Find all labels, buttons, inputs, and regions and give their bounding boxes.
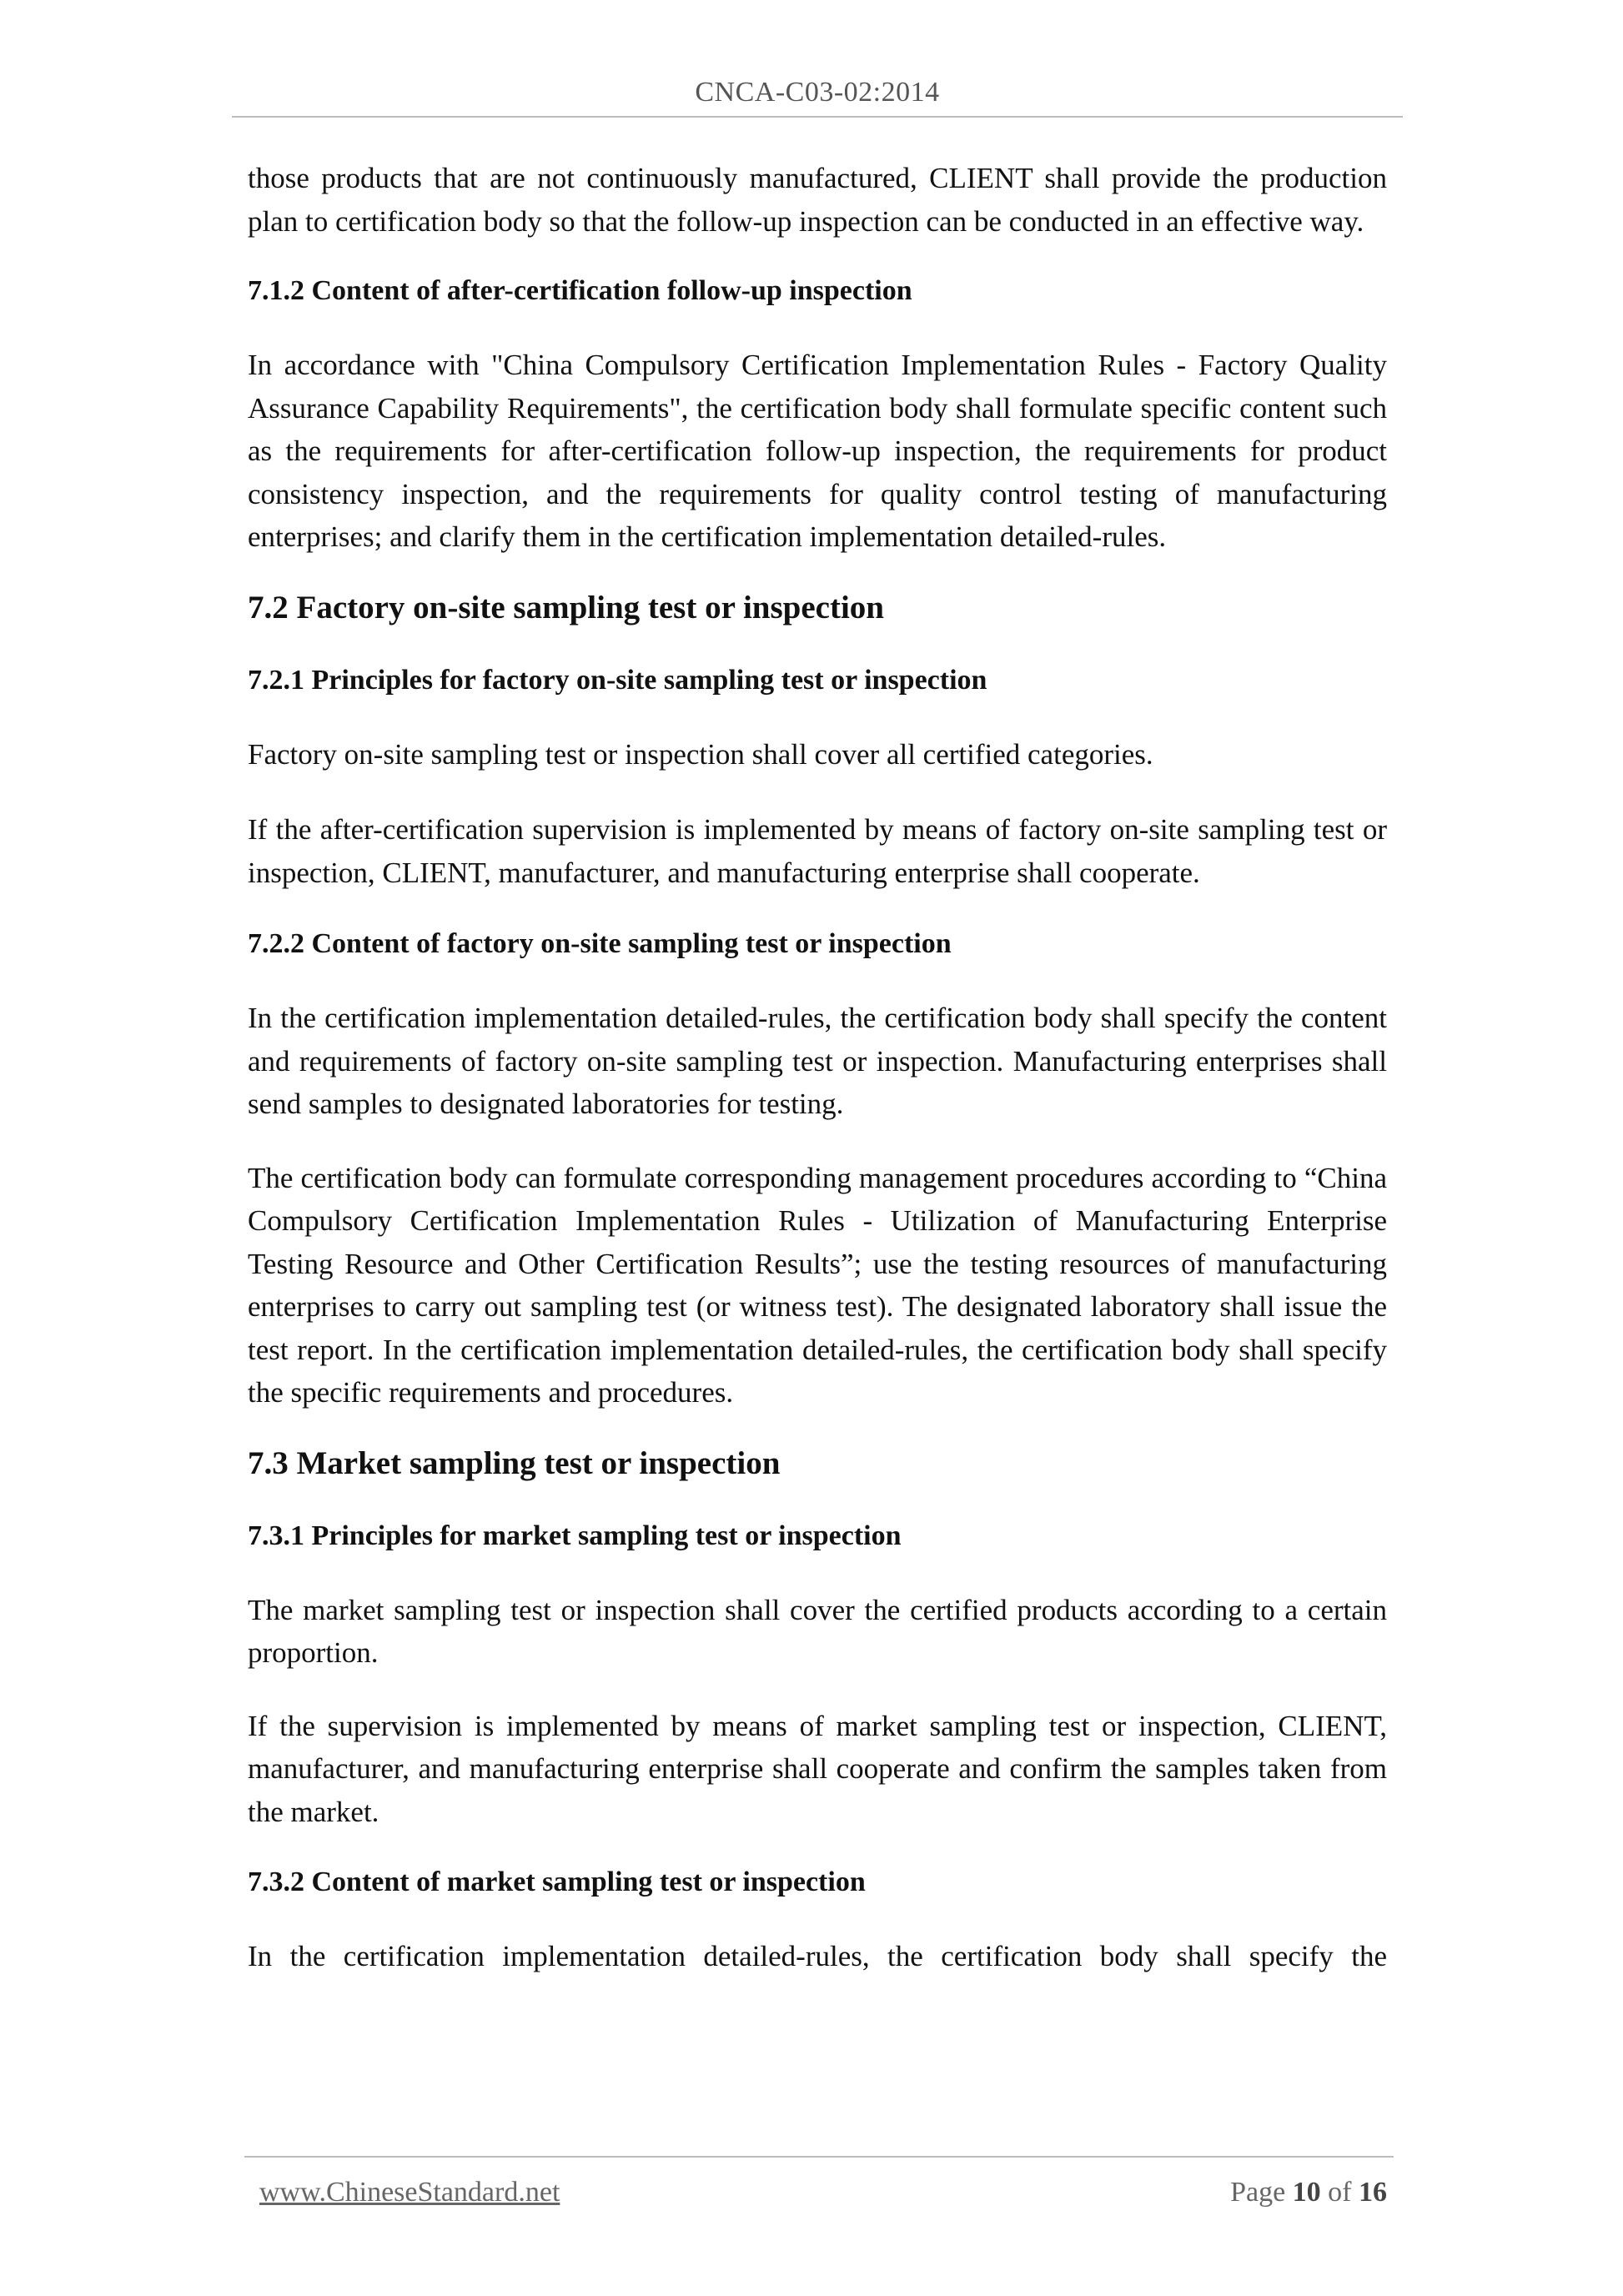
page-footer: [259, 2177, 1387, 2218]
heading-7-2-1: 7.2.1 Principles for factory on-site sampling test or inspection: [248, 664, 987, 696]
paragraph-7-2-1-b: If the after-certification supervision is implemented by means of factory on-site sampling test or inspection, CLIENT, manufacturer, and manufacturing enterprise shall cooperate.: [248, 813, 1387, 889]
paragraph-7-2-2-a: In the certification implementation detailed-rules, the certification body shall specify the content and requirements of factory on-site sampling test or inspection. Manufacturing enterprises shall send samples to designated laboratories for testing.: [248, 1002, 1387, 1120]
website-link[interactable]: www.ChineseStandard.net: [259, 2177, 560, 2208]
paragraph-7-3-1-a: The market sampling test or inspection shall cover the certified products according to a certain proportion.: [248, 1593, 1387, 1669]
paragraph-7-2-2-b: The certification body can formulate corresponding management procedures according to “China Compulsory Certification Implementation Rules - Utilization of Manufacturing Enterprise Testing Resource and Other Certification Results”; use the testing resources of manufacturing enterprises to carry out sampling test (or witness test). The designated laboratory shall issue the test report. In the certification implementation detailed-rules, the certification body shall specify the specific requirements and procedures.: [248, 1161, 1387, 1409]
heading-7-3-2: 7.3.2 Content of market sampling test or inspection: [248, 1866, 866, 1897]
current-page-number: 10: [1292, 2177, 1321, 2208]
document-code-header: CNCA-C03-02:2014: [695, 77, 940, 108]
header-divider: [232, 116, 1403, 118]
heading-7-2: 7.2 Factory on-site sampling test or inspection: [248, 589, 884, 625]
page-number: [1230, 2177, 1387, 2208]
total-page-count: 16: [1359, 2177, 1387, 2208]
document-body: [248, 157, 1387, 2011]
paragraph-continuation: those products that are not continuously manufactured, CLIENT shall provide the production plan to certification body so that the follow-up inspection can be conducted in an effective way.: [248, 162, 1387, 238]
heading-7-3: 7.3 Market sampling test or inspection: [248, 1444, 781, 1481]
paragraph-7-3-1-b: If the supervision is implemented by means of market sampling test or inspection, CLIENT, manufacturer, and manufacturing enterprise shall cooperate and confirm the samples taken from the market.: [248, 1709, 1387, 1828]
paragraph-7-1-2: In accordance with "China Compulsory Certification Implementation Rules - Factory Quality Assurance Capability Requirements", the certification body shall formulate specific content such as the requirements for after-certification follow-up inspection, the requirements for product consistency inspection, and the requirements for quality control testing of manufacturing enterprises; and clarify them in the certification implementation detailed-rules.: [248, 349, 1387, 553]
paragraph-7-3-2: In the certification implementation detailed-rules, the certification body shall specify the: [248, 1940, 1387, 1972]
paragraph-7-2-1-a: Factory on-site sampling test or inspection shall cover all certified categories.: [248, 737, 1153, 771]
page-label: Page: [1230, 2177, 1286, 2208]
heading-7-2-2: 7.2.2 Content of factory on-site sampling test or inspection: [248, 928, 952, 959]
heading-7-1-2: 7.1.2 Content of after-certification follow-up inspection: [248, 275, 912, 306]
of-label: of: [1328, 2177, 1352, 2208]
footer-divider: [244, 2156, 1394, 2158]
heading-7-3-1: 7.3.1 Principles for market sampling test or inspection: [248, 1520, 902, 1551]
